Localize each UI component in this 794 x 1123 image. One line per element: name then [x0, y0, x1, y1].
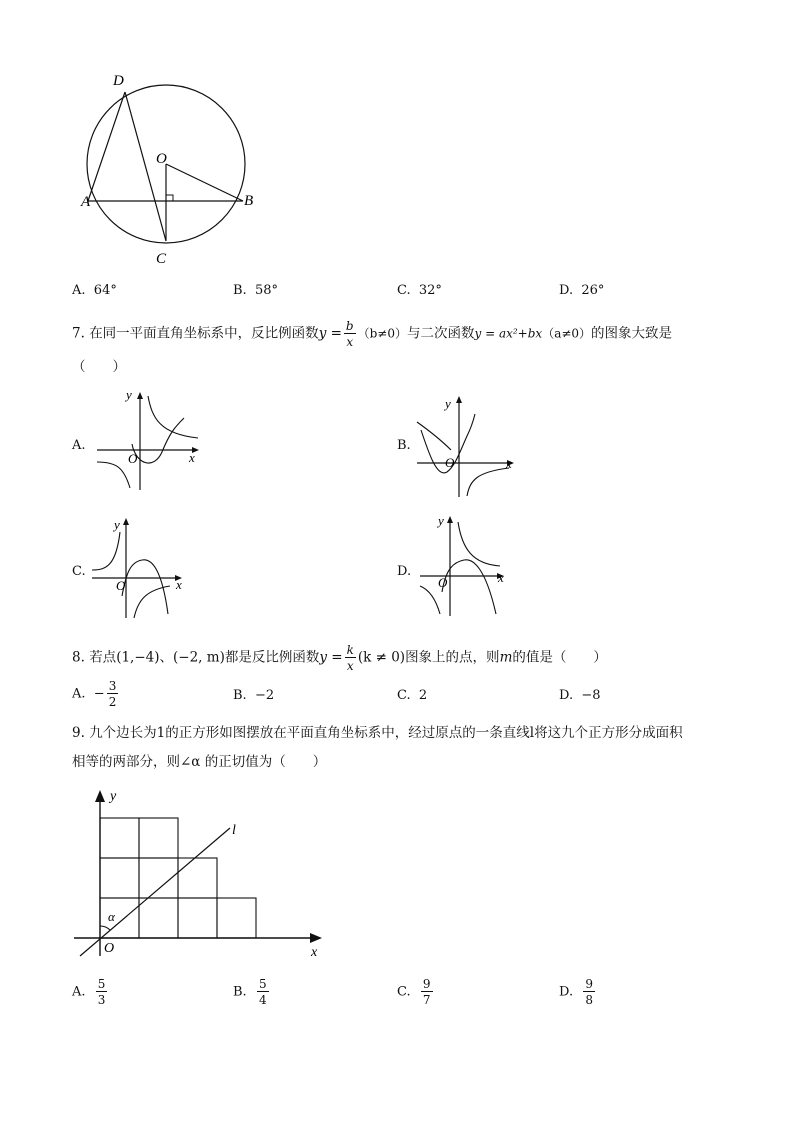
line-l — [80, 828, 230, 956]
q9-option-a[interactable]: A. $\frac{5}{3}$ — [72, 977, 106, 1007]
q7-graph-b[interactable] — [415, 392, 525, 502]
q6-option-d[interactable]: D. 26° — [559, 283, 605, 298]
q8-option-b[interactable]: B. −2 — [233, 688, 275, 703]
label-d: D — [113, 73, 124, 89]
q7-option-c-letter[interactable]: C. — [72, 564, 86, 579]
q8-option-c[interactable]: C. 2 — [397, 688, 428, 703]
svg-text:y: y — [438, 513, 444, 528]
chord-da — [88, 92, 125, 201]
svg-text:y: y — [110, 789, 117, 804]
q6-option-a[interactable]: A. 64° — [72, 283, 117, 298]
q7-stem: 7. 在同一平面直角坐标系中，反比例函数y = $\frac{b}{x}$ （b≠0）与二次函数y = ax²+bx（a≠0）的图象大致是 — [72, 319, 673, 349]
svg-text:x: x — [506, 456, 512, 471]
svg-text:x: x — [176, 577, 182, 592]
q7-fraction: $\frac{b}{x}$ — [345, 319, 354, 349]
q9-grid-figure — [70, 784, 330, 964]
svg-text:l: l — [232, 823, 236, 838]
q7-option-b-letter[interactable]: B. — [397, 438, 411, 453]
right-angle-mark — [166, 195, 173, 201]
svg-text:x: x — [311, 945, 318, 960]
q8-stem: 8. 若点(1,−4)、(−2, m)都是反比例函数y = $\frac{k}{x}$ (k ≠ 0)图象上的点，则m的值是（ ） — [72, 643, 607, 673]
svg-text:O: O — [438, 575, 448, 590]
svg-text:O: O — [104, 941, 115, 956]
q8-option-a[interactable]: A. − $\frac{3}{2}$ — [72, 679, 117, 709]
radius-ob — [166, 164, 243, 201]
svg-text:y: y — [126, 390, 132, 402]
circle-figure — [70, 60, 270, 270]
q7-option-a-letter[interactable]: A. — [72, 438, 86, 453]
svg-text:y: y — [114, 517, 120, 532]
label-b: B — [244, 193, 254, 209]
svg-text:O: O — [116, 578, 126, 593]
svg-text:O: O — [445, 455, 455, 470]
q9-option-c[interactable]: C. $\frac{9}{7}$ — [397, 977, 431, 1007]
q9-stem-line2: 相等的两部分，则∠α 的正切值为（ ） — [72, 754, 327, 770]
svg-text:y: y — [445, 396, 451, 411]
q9-option-d[interactable]: D. $\frac{9}{8}$ — [559, 977, 593, 1007]
q6-option-c[interactable]: C. 32° — [397, 283, 442, 298]
q7-answer-paren: （ ） — [72, 359, 126, 375]
svg-text:x: x — [189, 450, 195, 465]
q7-graph-d[interactable] — [412, 510, 522, 622]
q8-fraction: $\frac{k}{x}$ — [346, 643, 354, 673]
q9-stem-line1: 9. 九个边长为1的正方形如图摆放在平面直角坐标系中，经过原点的一条直线l将这九个正方形分成面积 — [72, 725, 683, 741]
svg-text:O: O — [128, 451, 138, 466]
q7-graph-c[interactable] — [88, 514, 198, 626]
svg-text:x: x — [498, 570, 504, 585]
q7-graph-a[interactable] — [92, 390, 212, 500]
label-a: A — [81, 194, 91, 210]
q9-option-b[interactable]: B. $\frac{5}{4}$ — [233, 977, 267, 1007]
q6-option-b[interactable]: B. 58° — [233, 283, 278, 298]
q8-option-d[interactable]: D. −8 — [559, 688, 601, 703]
q7-option-d-letter[interactable]: D. — [397, 564, 412, 579]
label-c: C — [156, 251, 167, 267]
label-o: O — [156, 151, 167, 167]
svg-text:α: α — [108, 909, 115, 924]
